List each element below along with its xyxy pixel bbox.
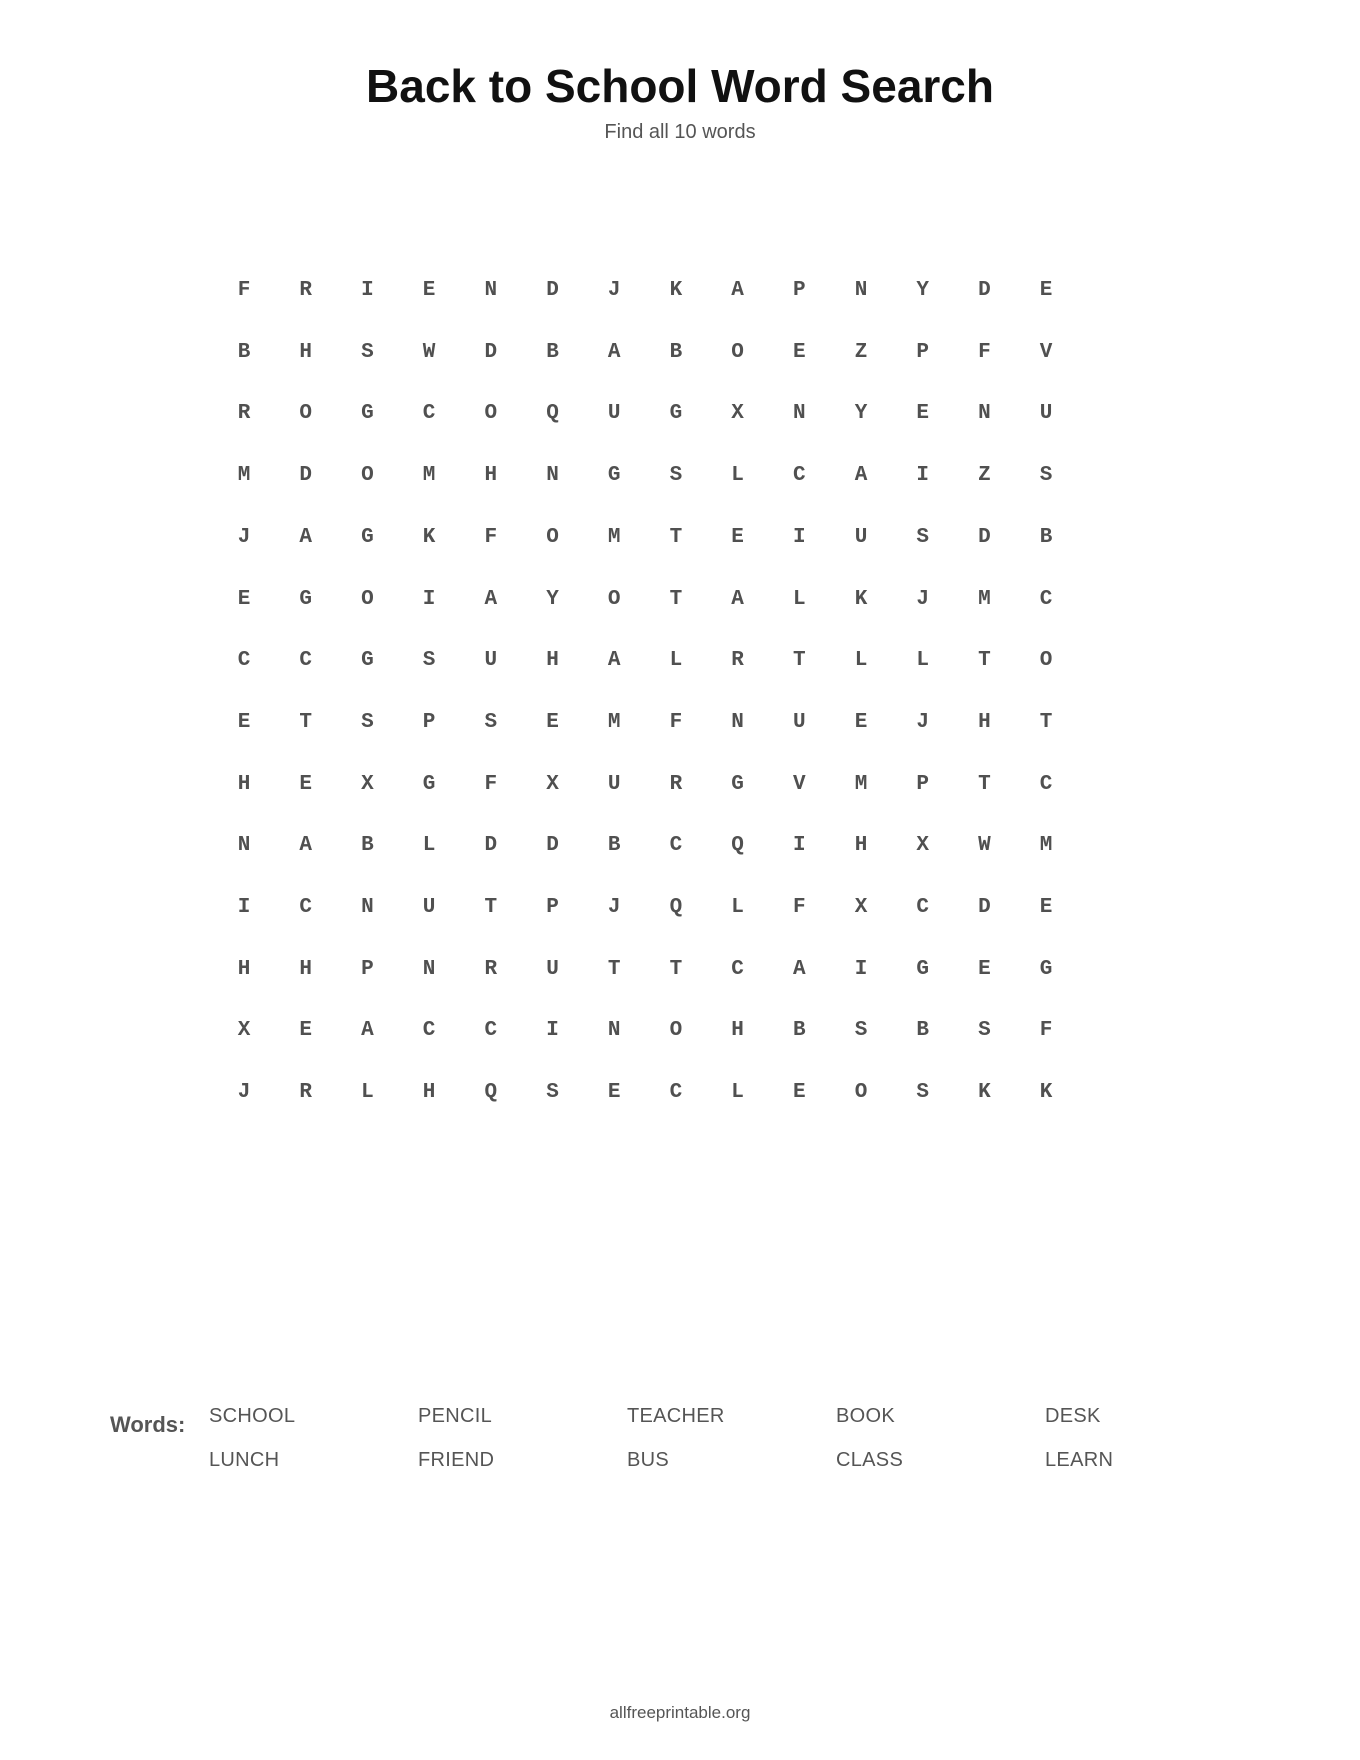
grid-letter: F bbox=[237, 279, 251, 302]
grid-letter: I bbox=[916, 464, 929, 488]
grid-letter: G bbox=[299, 587, 312, 611]
grid-letter: F bbox=[484, 772, 498, 796]
grid-letter: C bbox=[1039, 587, 1053, 611]
grid-letter: R bbox=[299, 1081, 312, 1105]
grid-letter: S bbox=[546, 1081, 559, 1105]
grid-letter: C bbox=[299, 896, 312, 919]
grid-letter: H bbox=[484, 464, 498, 488]
word-list-item: BUS bbox=[627, 1449, 670, 1471]
grid-letter: N bbox=[854, 279, 868, 302]
grid-letter: N bbox=[361, 896, 374, 919]
footer-source: allfreeprintable.org bbox=[609, 1703, 751, 1722]
grid-letter: D bbox=[978, 896, 991, 919]
grid-letter: N bbox=[731, 710, 744, 734]
grid-letter: E bbox=[1039, 896, 1053, 919]
grid-letter: E bbox=[299, 772, 312, 796]
page-title: Back to School Word Search bbox=[366, 60, 994, 112]
grid-letter: I bbox=[792, 834, 806, 858]
grid-letter: D bbox=[546, 279, 559, 302]
grid-letter: P bbox=[792, 279, 806, 302]
grid-letter: D bbox=[484, 834, 498, 858]
grid-letter: T bbox=[978, 649, 991, 673]
grid-letter: Z bbox=[854, 340, 868, 364]
grid-letter: A bbox=[361, 1019, 374, 1043]
grid-letter: J bbox=[916, 710, 929, 734]
grid-letter: N bbox=[422, 957, 436, 981]
grid-letter: E bbox=[916, 402, 929, 426]
grid-letter: M bbox=[237, 464, 251, 488]
grid-letter: G bbox=[422, 772, 436, 796]
word-list-item: SCHOOL bbox=[209, 1405, 296, 1427]
grid-letter: M bbox=[854, 772, 868, 796]
grid-letter: Y bbox=[916, 279, 929, 302]
grid-letter: E bbox=[854, 710, 868, 734]
grid-letter: G bbox=[916, 957, 929, 981]
grid-letter: I bbox=[361, 279, 374, 302]
grid-letter: C bbox=[916, 896, 929, 919]
grid-letter: O bbox=[361, 587, 374, 611]
grid-letter: M bbox=[607, 710, 621, 734]
grid-letter: I bbox=[792, 525, 806, 549]
grid-letter: G bbox=[607, 464, 621, 488]
grid-letter: R bbox=[484, 957, 498, 981]
grid-letter: F bbox=[978, 340, 991, 364]
grid-letter: R bbox=[731, 649, 744, 673]
grid-letter: G bbox=[669, 402, 683, 426]
grid-letter: X bbox=[731, 402, 744, 426]
grid-letter: T bbox=[792, 649, 806, 673]
grid-letter: O bbox=[361, 464, 374, 488]
grid-letter: S bbox=[361, 340, 374, 364]
grid-letter: G bbox=[361, 402, 374, 426]
grid-letter: U bbox=[607, 402, 621, 426]
grid-letter: Q bbox=[731, 834, 744, 858]
grid-letter: A bbox=[792, 957, 806, 981]
grid-letter: L bbox=[731, 1081, 744, 1105]
grid-letter: O bbox=[299, 402, 312, 426]
grid-letter: W bbox=[422, 340, 436, 364]
word-list-item: DESK bbox=[1045, 1405, 1101, 1427]
grid-letter: O bbox=[607, 587, 621, 611]
grid-letter: E bbox=[792, 1081, 806, 1105]
grid-letter: E bbox=[978, 957, 991, 981]
grid-letter: M bbox=[422, 464, 436, 488]
grid-letter: Y bbox=[546, 587, 559, 611]
grid-letter: E bbox=[237, 710, 251, 734]
grid-letter: N bbox=[607, 1019, 621, 1043]
grid-letter: S bbox=[854, 1019, 868, 1043]
grid-letter: F bbox=[484, 525, 498, 549]
grid-letter: I bbox=[854, 957, 868, 981]
grid-letter: H bbox=[546, 649, 559, 673]
grid-letter: A bbox=[299, 834, 312, 858]
grid-letter: E bbox=[299, 1019, 312, 1043]
grid-letter: H bbox=[731, 1019, 744, 1043]
grid-letter: V bbox=[792, 772, 806, 796]
grid-letter: G bbox=[361, 525, 374, 549]
grid-letter: L bbox=[731, 896, 744, 919]
grid-letter: E bbox=[731, 525, 744, 549]
grid-letter: H bbox=[422, 1081, 436, 1105]
grid-letter: X bbox=[546, 772, 559, 796]
grid-letter: U bbox=[607, 772, 621, 796]
grid-letter: R bbox=[237, 402, 251, 426]
grid-letter: Q bbox=[484, 1081, 498, 1105]
grid-letter: E bbox=[607, 1081, 621, 1105]
grid-letter: N bbox=[546, 464, 559, 488]
grid-letter: P bbox=[546, 896, 559, 919]
grid-letter: J bbox=[237, 525, 251, 549]
grid-letter: E bbox=[237, 587, 251, 611]
grid-letter: H bbox=[299, 957, 312, 981]
grid-letter: O bbox=[669, 1019, 683, 1043]
grid-letter: A bbox=[299, 525, 312, 549]
word-list-item: LUNCH bbox=[209, 1449, 280, 1471]
grid-letter: U bbox=[484, 649, 498, 673]
grid-letter: K bbox=[1039, 1081, 1053, 1105]
letter-grid bbox=[237, 279, 1114, 1161]
grid-letter: J bbox=[237, 1081, 251, 1105]
grid-letter: C bbox=[1039, 772, 1053, 796]
grid-letter: H bbox=[299, 340, 312, 364]
grid-letter: K bbox=[978, 1081, 991, 1105]
grid-letter: I bbox=[422, 587, 436, 611]
grid-letter: I bbox=[546, 1019, 559, 1043]
grid-letter: U bbox=[422, 896, 436, 919]
grid-letter: G bbox=[361, 649, 374, 673]
grid-letter: C bbox=[669, 1081, 683, 1105]
grid-letter: N bbox=[484, 279, 498, 302]
grid-letter: B bbox=[607, 834, 621, 858]
grid-letter: L bbox=[669, 649, 683, 673]
grid-letter: S bbox=[916, 525, 929, 549]
grid-letter: E bbox=[546, 710, 559, 734]
grid-letter: U bbox=[1039, 402, 1053, 426]
grid-letter: A bbox=[607, 340, 621, 364]
grid-letter: S bbox=[978, 1019, 991, 1043]
grid-letter: S bbox=[361, 710, 374, 734]
word-list-item: TEACHER bbox=[627, 1405, 725, 1427]
grid-letter: M bbox=[978, 587, 991, 611]
grid-letter: D bbox=[978, 279, 991, 302]
grid-letter: E bbox=[422, 279, 436, 302]
grid-letter: L bbox=[361, 1081, 374, 1105]
word-list-item: PENCIL bbox=[418, 1405, 493, 1427]
grid-letter: T bbox=[669, 957, 683, 981]
grid-letter: R bbox=[669, 772, 683, 796]
grid-letter: S bbox=[422, 649, 436, 673]
grid-letter: N bbox=[237, 834, 251, 858]
grid-letter: D bbox=[299, 464, 312, 488]
grid-letter: U bbox=[546, 957, 559, 981]
grid-letter: S bbox=[484, 710, 498, 734]
grid-letter: U bbox=[792, 710, 806, 734]
grid-letter: X bbox=[237, 1019, 251, 1043]
grid-letter: E bbox=[1039, 279, 1053, 302]
page-subtitle: Find all 10 words bbox=[604, 121, 756, 143]
grid-letter: Q bbox=[546, 402, 559, 426]
grid-letter: C bbox=[422, 402, 436, 426]
grid-letter: D bbox=[546, 834, 559, 858]
grid-letter: M bbox=[607, 525, 621, 549]
grid-letter: P bbox=[916, 340, 929, 364]
grid-letter: S bbox=[669, 464, 683, 488]
grid-letter: O bbox=[1039, 649, 1053, 673]
grid-letter: K bbox=[669, 279, 683, 302]
grid-letter: O bbox=[546, 525, 559, 549]
grid-letter: L bbox=[731, 464, 744, 488]
word-list-item: BOOK bbox=[836, 1405, 895, 1427]
word-list-item: CLASS bbox=[836, 1449, 904, 1471]
grid-letter: M bbox=[1039, 834, 1053, 858]
grid-letter: C bbox=[792, 464, 806, 488]
grid-letter: T bbox=[299, 710, 312, 734]
grid-letter: N bbox=[792, 402, 806, 426]
grid-letter: C bbox=[669, 834, 683, 858]
grid-letter: T bbox=[1039, 710, 1053, 734]
grid-letter: T bbox=[669, 587, 683, 611]
grid-letter: J bbox=[607, 896, 621, 919]
grid-letter: B bbox=[1039, 525, 1053, 549]
word-list-item: FRIEND bbox=[418, 1449, 495, 1471]
grid-letter: G bbox=[1039, 957, 1053, 981]
grid-letter: T bbox=[978, 772, 991, 796]
grid-letter: C bbox=[237, 649, 251, 673]
grid-letter: A bbox=[731, 279, 744, 302]
grid-letter: B bbox=[792, 1019, 806, 1043]
grid-letter: Q bbox=[669, 896, 683, 919]
grid-letter: H bbox=[237, 957, 251, 981]
grid-letter: X bbox=[361, 772, 374, 796]
grid-letter: P bbox=[916, 772, 929, 796]
grid-letter: V bbox=[1039, 340, 1053, 364]
grid-letter: E bbox=[792, 340, 806, 364]
grid-letter: S bbox=[1039, 464, 1053, 488]
grid-letter: P bbox=[422, 710, 436, 734]
grid-letter: N bbox=[978, 402, 991, 426]
grid-letter: K bbox=[422, 525, 436, 549]
grid-letter: J bbox=[916, 587, 929, 611]
grid-letter: W bbox=[978, 834, 991, 858]
grid-letter: A bbox=[854, 464, 868, 488]
grid-letter: U bbox=[854, 525, 868, 549]
grid-letter: D bbox=[484, 340, 498, 364]
grid-letter: A bbox=[484, 587, 498, 611]
grid-letter: T bbox=[669, 525, 683, 549]
grid-letter: Z bbox=[978, 464, 991, 488]
grid-letter: H bbox=[978, 710, 991, 734]
grid-letter: L bbox=[854, 649, 868, 673]
grid-letter: C bbox=[299, 649, 312, 673]
grid-letter: T bbox=[484, 896, 498, 919]
grid-letter: B bbox=[669, 340, 683, 364]
grid-letter: O bbox=[854, 1081, 868, 1105]
grid-letter: I bbox=[237, 896, 251, 919]
grid-letter: X bbox=[854, 896, 868, 919]
grid-letter: L bbox=[916, 649, 929, 673]
grid-letter: L bbox=[422, 834, 436, 858]
words-label: Words: bbox=[110, 1412, 186, 1437]
grid-letter: A bbox=[731, 587, 744, 611]
grid-letter: F bbox=[1039, 1019, 1053, 1043]
grid-letter: J bbox=[607, 279, 621, 302]
grid-letter: B bbox=[361, 834, 374, 858]
grid-letter: D bbox=[978, 525, 991, 549]
grid-letter: H bbox=[854, 834, 868, 858]
grid-letter: B bbox=[916, 1019, 929, 1043]
grid-letter: A bbox=[607, 649, 621, 673]
grid-letter: C bbox=[422, 1019, 436, 1043]
grid-letter: C bbox=[731, 957, 744, 981]
grid-letter: Y bbox=[854, 402, 868, 426]
grid-letter: C bbox=[484, 1019, 498, 1043]
grid-letter: X bbox=[916, 834, 929, 858]
grid-letter: R bbox=[299, 279, 312, 302]
grid-letter: K bbox=[854, 587, 868, 611]
grid-letter: L bbox=[792, 587, 806, 611]
grid-letter: O bbox=[484, 402, 498, 426]
grid-letter: F bbox=[792, 896, 806, 919]
grid-letter: O bbox=[731, 340, 744, 364]
grid-letter: F bbox=[669, 710, 683, 734]
grid-letter: S bbox=[916, 1081, 929, 1105]
grid-letter: H bbox=[237, 772, 251, 796]
grid-letter: B bbox=[237, 340, 251, 364]
grid-letter: G bbox=[731, 772, 744, 796]
grid-letter: B bbox=[546, 340, 559, 364]
word-list-item: LEARN bbox=[1045, 1449, 1114, 1471]
grid-letter: T bbox=[607, 957, 621, 981]
grid-letter: P bbox=[361, 957, 374, 981]
